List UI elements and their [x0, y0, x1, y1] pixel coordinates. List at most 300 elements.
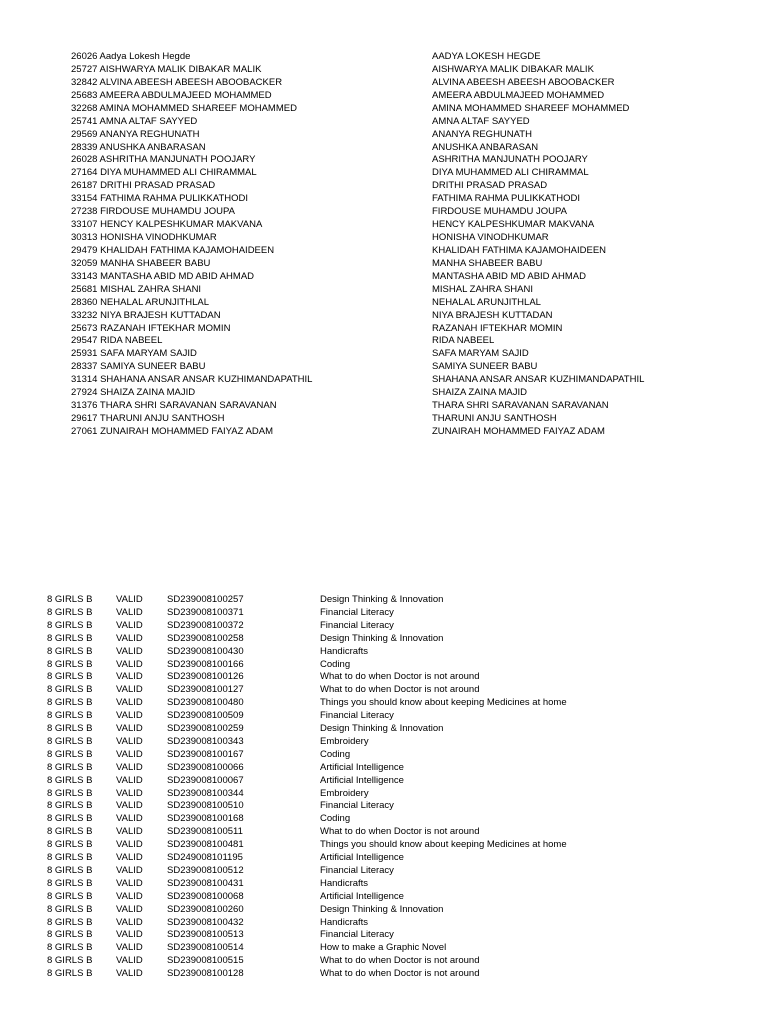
- student-id: 32059: [71, 257, 98, 269]
- student-name: AMNA ALTAF SAYYED: [99, 115, 198, 127]
- record-course: Handicrafts: [320, 877, 369, 889]
- record-row: [0, 825, 768, 838]
- record-course: Things you should know about keeping Medicines at home: [320, 839, 567, 851]
- student-name-upper: SHAHANA ANSAR ANSAR KUZHIMANDAPATHIL: [432, 374, 645, 386]
- record-class: 8 GIRLS B: [47, 787, 93, 799]
- student-row: [0, 283, 768, 296]
- record-class: 8 GIRLS B: [47, 645, 93, 657]
- record-row: [0, 709, 768, 722]
- record-class: 8 GIRLS B: [47, 877, 93, 889]
- student-id-name: [71, 153, 255, 166]
- student-name-upper: ANANYA REGHUNATH: [432, 128, 532, 140]
- student-row: [0, 412, 768, 425]
- record-course: Embroidery: [320, 787, 369, 799]
- record-course: How to make a Graphic Novel: [320, 942, 447, 954]
- record-status: VALID: [116, 710, 143, 722]
- student-id: 25741: [71, 115, 98, 127]
- record-code: SD239008100067: [167, 774, 244, 786]
- record-class: 8 GIRLS B: [47, 942, 93, 954]
- student-name: MISHAL ZAHRA SHANI: [100, 283, 202, 295]
- student-id: 29617: [71, 413, 98, 425]
- record-code: SD239008100128: [167, 968, 244, 980]
- record-class: 8 GIRLS B: [47, 813, 93, 825]
- student-name: SHAIZA ZAINA MAJID: [100, 387, 196, 399]
- student-row: [0, 399, 768, 412]
- record-course: Artificial Intelligence: [320, 852, 404, 863]
- record-code: SD239008100259: [167, 723, 244, 734]
- record-row: [0, 658, 768, 671]
- student-name-upper: AISHWARYA MALIK DIBAKAR MALIK: [432, 63, 594, 75]
- student-id-name: [71, 399, 277, 412]
- record-class: 8 GIRLS B: [47, 710, 93, 722]
- student-name: RIDA NABEEL: [100, 335, 163, 347]
- student-id: 27924: [71, 387, 98, 399]
- record-class: 8 GIRLS B: [47, 929, 93, 941]
- record-course: Coding: [320, 748, 351, 760]
- student-id-name: [71, 50, 190, 63]
- student-id-name: [71, 283, 201, 296]
- record-code: SD239008100510: [167, 800, 244, 812]
- record-class: 8 GIRLS B: [47, 774, 93, 786]
- record-code: SD239008100512: [167, 864, 244, 876]
- record-row: [0, 851, 768, 864]
- student-row: [0, 141, 768, 154]
- record-code: SD239008100127: [167, 684, 244, 696]
- student-name-upper: FATHIMA RAHMA PULIKKATHODI: [432, 193, 580, 205]
- record-code: SD239008100168: [167, 813, 244, 825]
- student-id: 25683: [71, 89, 98, 101]
- student-id: 30313: [71, 232, 98, 244]
- student-name: NEHALAL ARUNJITHLAL: [100, 296, 209, 308]
- record-row: [0, 606, 768, 619]
- record-row: [0, 645, 768, 658]
- student-row: [0, 76, 768, 89]
- record-row: [0, 812, 768, 825]
- record-status: VALID: [116, 671, 143, 683]
- student-id: 32268: [71, 102, 98, 114]
- student-name-upper: AADYA LOKESH HEGDE: [432, 51, 541, 62]
- student-id-name: [71, 360, 205, 373]
- student-row: [0, 205, 768, 218]
- student-id: 33107: [71, 219, 98, 231]
- student-name: MANHA SHABEER BABU: [100, 257, 211, 269]
- student-row: [0, 296, 768, 309]
- student-row: [0, 309, 768, 322]
- student-id: 31314: [71, 374, 98, 386]
- record-status: VALID: [116, 594, 143, 605]
- record-class: 8 GIRLS B: [47, 735, 93, 747]
- student-name-upper: RAZANAH IFTEKHAR MOMIN: [432, 322, 563, 334]
- record-course: Handicrafts: [320, 916, 369, 928]
- record-class: 8 GIRLS B: [47, 903, 93, 915]
- student-name: RAZANAH IFTEKHAR MOMIN: [100, 322, 231, 334]
- student-row: [0, 244, 768, 257]
- record-course: Design Thinking & Innovation: [320, 594, 444, 605]
- record-course: Artificial Intelligence: [320, 761, 404, 773]
- student-id-name: [71, 128, 200, 141]
- record-row: [0, 748, 768, 761]
- record-code: SD239008100515: [167, 955, 244, 967]
- student-name-upper: NEHALAL ARUNJITHLAL: [432, 296, 541, 308]
- student-id-name: [71, 334, 162, 347]
- record-row: [0, 670, 768, 683]
- record-status: VALID: [116, 774, 143, 786]
- student-name: ZUNAIRAH MOHAMMED FAIYAZ ADAM: [100, 425, 274, 437]
- student-id-name: [71, 231, 217, 244]
- record-row: [0, 838, 768, 851]
- record-course: Financial Literacy: [320, 864, 394, 876]
- student-name: THARA SHRI SARAVANAN SARAVANAN: [99, 400, 277, 412]
- record-code: SD239008100372: [167, 619, 244, 631]
- record-code: SD239008100343: [167, 735, 244, 747]
- record-course: Financial Literacy: [320, 929, 394, 941]
- student-id-name: [71, 205, 235, 218]
- record-row: [0, 774, 768, 787]
- record-course: What to do when Doctor is not around: [320, 955, 480, 967]
- student-id: 29479: [71, 244, 98, 256]
- record-status: VALID: [116, 955, 143, 967]
- record-status: VALID: [116, 826, 143, 838]
- student-name: DRITHI PRASAD PRASAD: [100, 180, 216, 192]
- student-name-upper: THARUNI ANJU SANTHOSH: [432, 413, 557, 425]
- record-class: 8 GIRLS B: [47, 968, 93, 980]
- student-id: 31376: [71, 400, 98, 412]
- record-course: What to do when Doctor is not around: [320, 684, 480, 696]
- record-row: [0, 903, 768, 916]
- student-name-upper: DRITHI PRASAD PRASAD: [432, 180, 548, 192]
- record-course: Coding: [320, 813, 351, 825]
- student-id: 27061: [71, 425, 98, 437]
- student-name: THARUNI ANJU SANTHOSH: [99, 413, 225, 425]
- record-class: 8 GIRLS B: [47, 723, 93, 734]
- student-id-name: [71, 425, 273, 438]
- student-id-name: [71, 63, 261, 76]
- record-course: Artificial Intelligence: [320, 890, 404, 902]
- record-row: [0, 916, 768, 929]
- record-row: [0, 722, 768, 735]
- student-name: ANUSHKA ANBARASAN: [99, 141, 206, 153]
- student-name-upper: HENCY KALPESHKUMAR MAKVANA: [432, 219, 595, 231]
- record-class: 8 GIRLS B: [47, 761, 93, 773]
- record-class: 8 GIRLS B: [47, 955, 93, 967]
- student-id: 28337: [71, 361, 98, 373]
- student-id-name: [71, 373, 312, 386]
- record-code: SD239008100126: [167, 671, 244, 683]
- record-class: 8 GIRLS B: [47, 826, 93, 838]
- record-status: VALID: [116, 903, 143, 915]
- record-status: VALID: [116, 748, 143, 760]
- student-name-upper: DIYA MUHAMMED ALI CHIRAMMAL: [432, 167, 589, 179]
- record-status: VALID: [116, 864, 143, 876]
- record-status: VALID: [116, 916, 143, 928]
- student-name: KHALIDAH FATHIMA KAJAMOHAIDEEN: [100, 244, 275, 256]
- student-id: 29547: [71, 335, 98, 347]
- student-id: 33232: [71, 309, 98, 321]
- record-code: SD239008100480: [167, 697, 244, 709]
- student-id: 29569: [71, 128, 98, 140]
- student-row: [0, 128, 768, 141]
- student-id-name: [71, 76, 282, 89]
- record-status: VALID: [116, 968, 143, 980]
- record-code: SD239008100166: [167, 658, 244, 670]
- student-row: [0, 334, 768, 347]
- student-name-upper: AMNA ALTAF SAYYED: [432, 115, 530, 127]
- record-course: Financial Literacy: [320, 606, 394, 618]
- student-name: SAFA MARYAM SAJID: [100, 348, 197, 360]
- student-id: 33143: [71, 270, 98, 282]
- record-row: [0, 877, 768, 890]
- record-status: VALID: [116, 684, 143, 696]
- student-id: 32842: [71, 76, 98, 88]
- record-course: Handicrafts: [320, 645, 369, 657]
- student-id-name: [71, 141, 206, 154]
- record-status: VALID: [116, 787, 143, 799]
- record-course: What to do when Doctor is not around: [320, 671, 480, 683]
- student-row: [0, 115, 768, 128]
- student-name: HONISHA VINODHKUMAR: [100, 232, 217, 244]
- record-status: VALID: [116, 942, 143, 954]
- record-code: SD239008100068: [167, 890, 244, 902]
- record-course: Design Thinking & Innovation: [320, 723, 444, 734]
- student-name-upper: SAMIYA SUNEER BABU: [432, 361, 538, 373]
- student-name: ANANYA REGHUNATH: [99, 128, 200, 140]
- record-status: VALID: [116, 813, 143, 825]
- student-id: 26187: [71, 180, 98, 192]
- student-name: AMINA MOHAMMED SHAREEF MOHAMMED: [99, 102, 297, 114]
- student-name: HENCY KALPESHKUMAR MAKVANA: [100, 219, 263, 231]
- student-id: 25681: [71, 283, 98, 295]
- student-id-name: [71, 179, 215, 192]
- student-row: [0, 373, 768, 386]
- student-id-name: [71, 309, 221, 322]
- record-course: Artificial Intelligence: [320, 774, 404, 786]
- student-row: [0, 425, 768, 438]
- student-name-upper: SAFA MARYAM SAJID: [432, 348, 529, 360]
- record-row: [0, 799, 768, 812]
- student-id-name: [71, 218, 262, 231]
- record-class: 8 GIRLS B: [47, 852, 93, 863]
- student-row: [0, 322, 768, 335]
- student-id-name: [71, 322, 230, 335]
- record-class: 8 GIRLS B: [47, 890, 93, 902]
- record-row: [0, 593, 768, 606]
- record-class: 8 GIRLS B: [47, 619, 93, 631]
- record-code: SD239008100167: [167, 748, 244, 760]
- student-id-name: [71, 347, 197, 360]
- student-name-upper: THARA SHRI SARAVANAN SARAVANAN: [432, 400, 609, 412]
- student-id: 26028: [71, 154, 98, 166]
- student-name: Aadya Lokesh Hegde: [99, 51, 191, 62]
- student-id-name: [71, 296, 209, 309]
- student-row: [0, 179, 768, 192]
- student-name-upper: HONISHA VINODHKUMAR: [432, 232, 549, 244]
- record-code: SD239008100509: [167, 710, 244, 722]
- student-name-upper: AMEERA ABDULMAJEED MOHAMMED: [432, 89, 605, 101]
- record-status: VALID: [116, 877, 143, 889]
- student-row: [0, 270, 768, 283]
- record-status: VALID: [116, 658, 143, 670]
- student-name: SAMIYA SUNEER BABU: [100, 361, 206, 373]
- record-code: SD239008100511: [167, 826, 243, 838]
- student-id-name: [71, 102, 297, 115]
- student-name: NIYA BRAJESH KUTTADAN: [100, 309, 221, 321]
- record-course: Financial Literacy: [320, 800, 394, 812]
- record-row: [0, 967, 768, 980]
- student-name-upper: ZUNAIRAH MOHAMMED FAIYAZ ADAM: [432, 425, 605, 437]
- record-code: SD239008100481: [167, 839, 244, 851]
- student-name: DIYA MUHAMMED ALI CHIRAMMAL: [100, 167, 257, 179]
- record-status: VALID: [116, 852, 143, 863]
- record-status: VALID: [116, 723, 143, 734]
- student-row: [0, 360, 768, 373]
- record-class: 8 GIRLS B: [47, 671, 93, 683]
- record-status: VALID: [116, 929, 143, 941]
- student-row: [0, 153, 768, 166]
- student-row: [0, 166, 768, 179]
- student-id-name: [71, 115, 197, 128]
- student-name: FIRDOUSE MUHAMDU JOUPA: [100, 206, 236, 218]
- student-row: [0, 347, 768, 360]
- record-status: VALID: [116, 645, 143, 657]
- record-status: VALID: [116, 839, 143, 851]
- record-status: VALID: [116, 735, 143, 747]
- student-id-name: [71, 192, 248, 205]
- student-name-upper: ANUSHKA ANBARASAN: [432, 141, 539, 153]
- record-course: What to do when Doctor is not around: [320, 968, 480, 980]
- student-name: FATHIMA RAHMA PULIKKATHODI: [100, 193, 249, 205]
- student-name-upper: KHALIDAH FATHIMA KAJAMOHAIDEEN: [432, 244, 607, 256]
- record-class: 8 GIRLS B: [47, 839, 93, 851]
- record-code: SD239008100430: [167, 645, 244, 657]
- record-course: Coding: [320, 658, 351, 670]
- student-id-name: [71, 412, 224, 425]
- record-status: VALID: [116, 606, 143, 618]
- student-name-upper: ALVINA ABEESH ABEESH ABOOBACKER: [432, 76, 615, 88]
- record-class: 8 GIRLS B: [47, 594, 93, 605]
- record-class: 8 GIRLS B: [47, 697, 93, 709]
- student-id: 25727: [71, 63, 98, 75]
- student-name: SHAHANA ANSAR ANSAR KUZHIMANDAPATHIL: [100, 374, 313, 386]
- student-id: 28360: [71, 296, 98, 308]
- record-row: [0, 619, 768, 632]
- record-code: SD249008101195: [167, 852, 243, 863]
- student-row: [0, 257, 768, 270]
- record-status: VALID: [116, 619, 143, 631]
- student-id-name: [71, 89, 272, 102]
- record-class: 8 GIRLS B: [47, 684, 93, 696]
- student-id: 27238: [71, 206, 98, 218]
- record-class: 8 GIRLS B: [47, 748, 93, 760]
- record-row: [0, 864, 768, 877]
- student-name: MANTASHA ABID MD ABID AHMAD: [100, 270, 255, 282]
- record-row: [0, 928, 768, 941]
- record-status: VALID: [116, 697, 143, 709]
- student-row: [0, 63, 768, 76]
- student-id-name: [71, 386, 195, 399]
- student-name: ASHRITHA MANJUNATH POOJARY: [99, 154, 256, 166]
- student-name-upper: MANHA SHABEER BABU: [432, 257, 543, 269]
- student-name-upper: NIYA BRAJESH KUTTADAN: [432, 309, 553, 321]
- student-id: 25931: [71, 348, 98, 360]
- student-name-upper: MANTASHA ABID MD ABID AHMAD: [432, 270, 586, 282]
- record-class: 8 GIRLS B: [47, 864, 93, 876]
- student-id-name: [71, 166, 257, 179]
- record-status: VALID: [116, 761, 143, 773]
- record-class: 8 GIRLS B: [47, 606, 93, 618]
- record-class: 8 GIRLS B: [47, 800, 93, 812]
- record-code: SD239008100258: [167, 632, 244, 644]
- student-row: [0, 89, 768, 102]
- student-id: 33154: [71, 193, 98, 205]
- record-code: SD239008100066: [167, 761, 244, 773]
- record-code: SD239008100371: [167, 606, 244, 618]
- record-status: VALID: [116, 632, 143, 644]
- student-name: AMEERA ABDULMAJEED MOHAMMED: [99, 89, 272, 101]
- student-id: 27164: [71, 167, 98, 179]
- record-row: [0, 890, 768, 903]
- student-row: [0, 102, 768, 115]
- record-code: SD239008100431: [167, 877, 244, 889]
- record-class: 8 GIRLS B: [47, 632, 93, 644]
- record-row: [0, 787, 768, 800]
- student-name-upper: SHAIZA ZAINA MAJID: [432, 387, 528, 399]
- student-row: [0, 192, 768, 205]
- record-code: SD239008100513: [167, 929, 244, 941]
- record-row: [0, 954, 768, 967]
- student-row: [0, 50, 768, 63]
- record-row: [0, 761, 768, 774]
- student-name-upper: ASHRITHA MANJUNATH POOJARY: [432, 154, 588, 166]
- record-course: Design Thinking & Innovation: [320, 903, 444, 915]
- student-id-name: [71, 244, 274, 257]
- student-id-name: [71, 257, 210, 270]
- student-id: 28339: [71, 141, 98, 153]
- record-code: SD239008100432: [167, 916, 244, 928]
- student-name-upper: FIRDOUSE MUHAMDU JOUPA: [432, 206, 567, 218]
- record-code: SD239008100257: [167, 594, 244, 605]
- record-row: [0, 632, 768, 645]
- record-row: [0, 941, 768, 954]
- record-status: VALID: [116, 890, 143, 902]
- record-course: Embroidery: [320, 735, 369, 747]
- record-course: Financial Literacy: [320, 710, 394, 722]
- record-course: Things you should know about keeping Medicines at home: [320, 697, 567, 709]
- student-name: AISHWARYA MALIK DIBAKAR MALIK: [99, 63, 262, 75]
- record-row: [0, 683, 768, 696]
- student-name-upper: AMINA MOHAMMED SHAREEF MOHAMMED: [432, 102, 630, 114]
- student-row: [0, 231, 768, 244]
- record-class: 8 GIRLS B: [47, 916, 93, 928]
- record-course: Design Thinking & Innovation: [320, 632, 444, 644]
- record-course: Financial Literacy: [320, 619, 394, 631]
- student-name-upper: RIDA NABEEL: [432, 335, 495, 347]
- student-name: ALVINA ABEESH ABEESH ABOOBACKER: [99, 76, 283, 88]
- record-code: SD239008100514: [167, 942, 244, 954]
- student-row: [0, 218, 768, 231]
- student-id-name: [71, 270, 254, 283]
- record-course: What to do when Doctor is not around: [320, 826, 480, 838]
- record-code: SD239008100344: [167, 787, 244, 799]
- record-row: [0, 696, 768, 709]
- student-name-upper: MISHAL ZAHRA SHANI: [432, 283, 534, 295]
- student-row: [0, 386, 768, 399]
- student-id: 26026: [71, 51, 98, 62]
- record-row: [0, 735, 768, 748]
- student-id: 25673: [71, 322, 98, 334]
- record-code: SD239008100260: [167, 903, 244, 915]
- record-class: 8 GIRLS B: [47, 658, 93, 670]
- record-status: VALID: [116, 800, 143, 812]
